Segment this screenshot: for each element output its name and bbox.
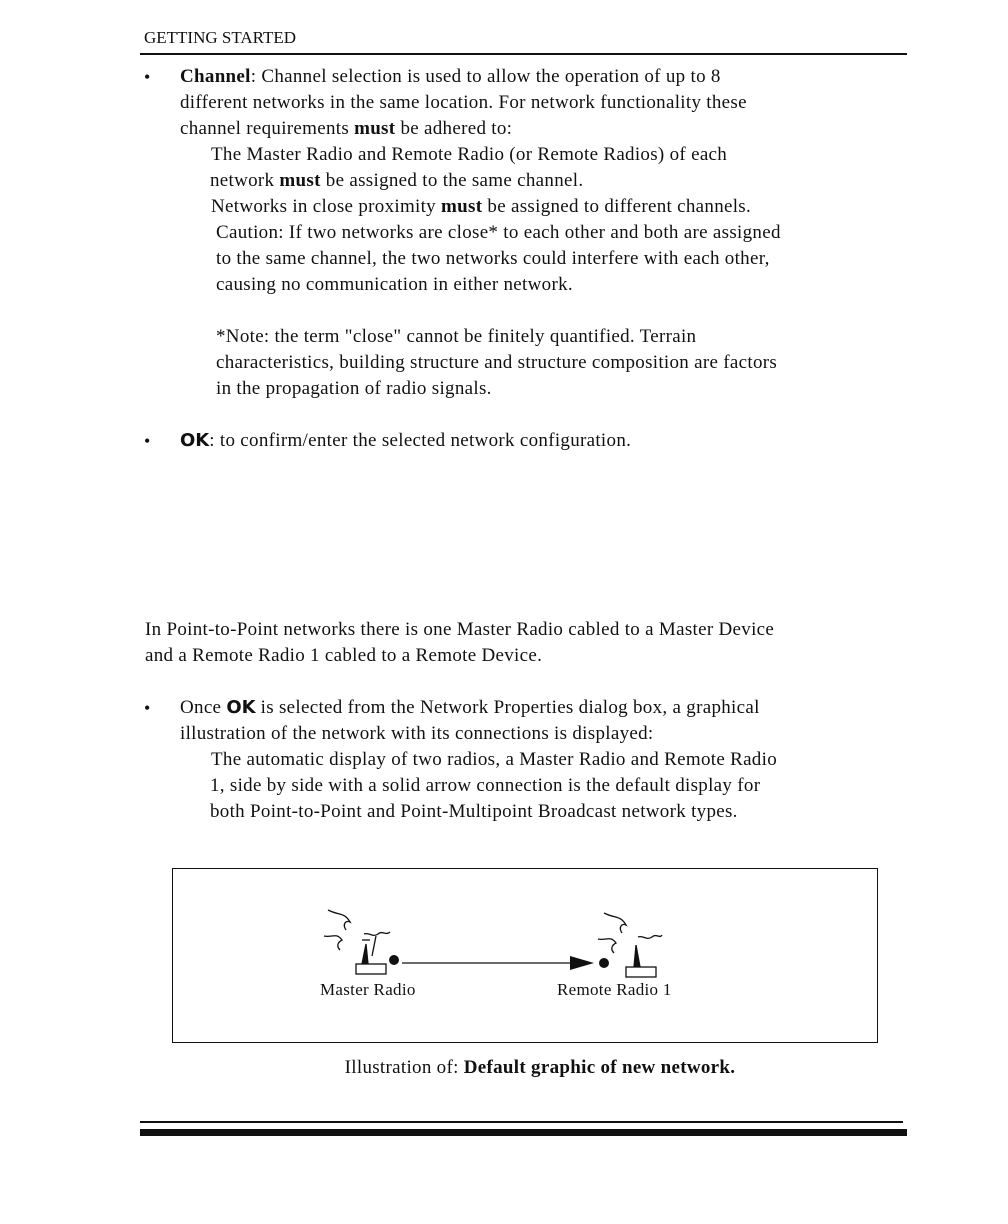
once-line-1: Once OK is selected from the Network Properties dialog box, a graphical — [180, 697, 760, 718]
remote-node — [599, 958, 609, 968]
once-sub-line-1: The automatic display of two radios, a Master Radio and Remote Radio — [211, 749, 777, 770]
p2p-line-2: and a Remote Radio 1 cabled to a Remote Device. — [145, 645, 543, 666]
note-line-3: in the propagation of radio signals. — [216, 378, 492, 399]
remote-radio-label: Remote Radio 1 — [557, 980, 672, 999]
remote-radio-icon — [598, 913, 662, 977]
caution-line-2: to the same channel, the two networks could interfere with each other, — [216, 248, 770, 269]
caution-line-3: causing no communication in either network. — [216, 274, 573, 295]
ok-item: OK: to confirm/enter the selected network configuration. — [180, 430, 632, 451]
page-header: GETTING STARTED — [144, 28, 297, 47]
channel-line-3: channel requirements must be adhered to: — [180, 118, 513, 139]
ok-term: OK — [180, 430, 210, 451]
arrow-right-icon — [402, 956, 594, 970]
channel-term: Channel — [180, 66, 251, 87]
master-radio-label: Master Radio — [320, 980, 416, 999]
master-radio-icon — [324, 910, 390, 974]
channel-line-2: different networks in the same location. For network functionality these — [180, 92, 747, 113]
network-diagram — [300, 900, 700, 990]
bullet-once: • — [144, 698, 151, 718]
header-rule — [140, 53, 907, 55]
master-node — [389, 955, 399, 965]
once-sub-line-3: both Point-to-Point and Point-Multipoint Broadcast network types. — [210, 801, 738, 822]
requirement-1-line-1: The Master Radio and Remote Radio (or Remote Radios) of each — [211, 144, 728, 165]
requirement-2: Networks in close proximity must be assigned to different channels. — [211, 196, 752, 217]
channel-line-1: Channel: Channel selection is used to allow the operation of up to 8 — [180, 66, 721, 87]
footer-rule-thick — [140, 1129, 907, 1136]
once-line-2: illustration of the network with its connections is displayed: — [180, 723, 654, 744]
p2p-line-1: In Point-to-Point networks there is one Master Radio cabled to a Master Device — [145, 619, 775, 640]
note-line-2: characteristics, building structure and structure composition are factors — [216, 352, 778, 373]
once-sub-line-2: 1, side by side with a solid arrow connection is the default display for — [210, 775, 761, 796]
bullet-channel: • — [144, 67, 151, 87]
figure-caption: Illustration of: Default graphic of new network. — [344, 1057, 736, 1078]
caution-line-1: Caution: If two networks are close* to each other and both are assigned — [216, 222, 781, 243]
once-ok-term: OK — [226, 697, 256, 718]
footer-rule-thin — [140, 1121, 903, 1123]
requirement-1-line-2: network must be assigned to the same channel. — [210, 170, 584, 191]
note-line-1: *Note: the term "close" cannot be finitely quantified. Terrain — [216, 326, 697, 347]
bullet-ok: • — [144, 431, 151, 451]
